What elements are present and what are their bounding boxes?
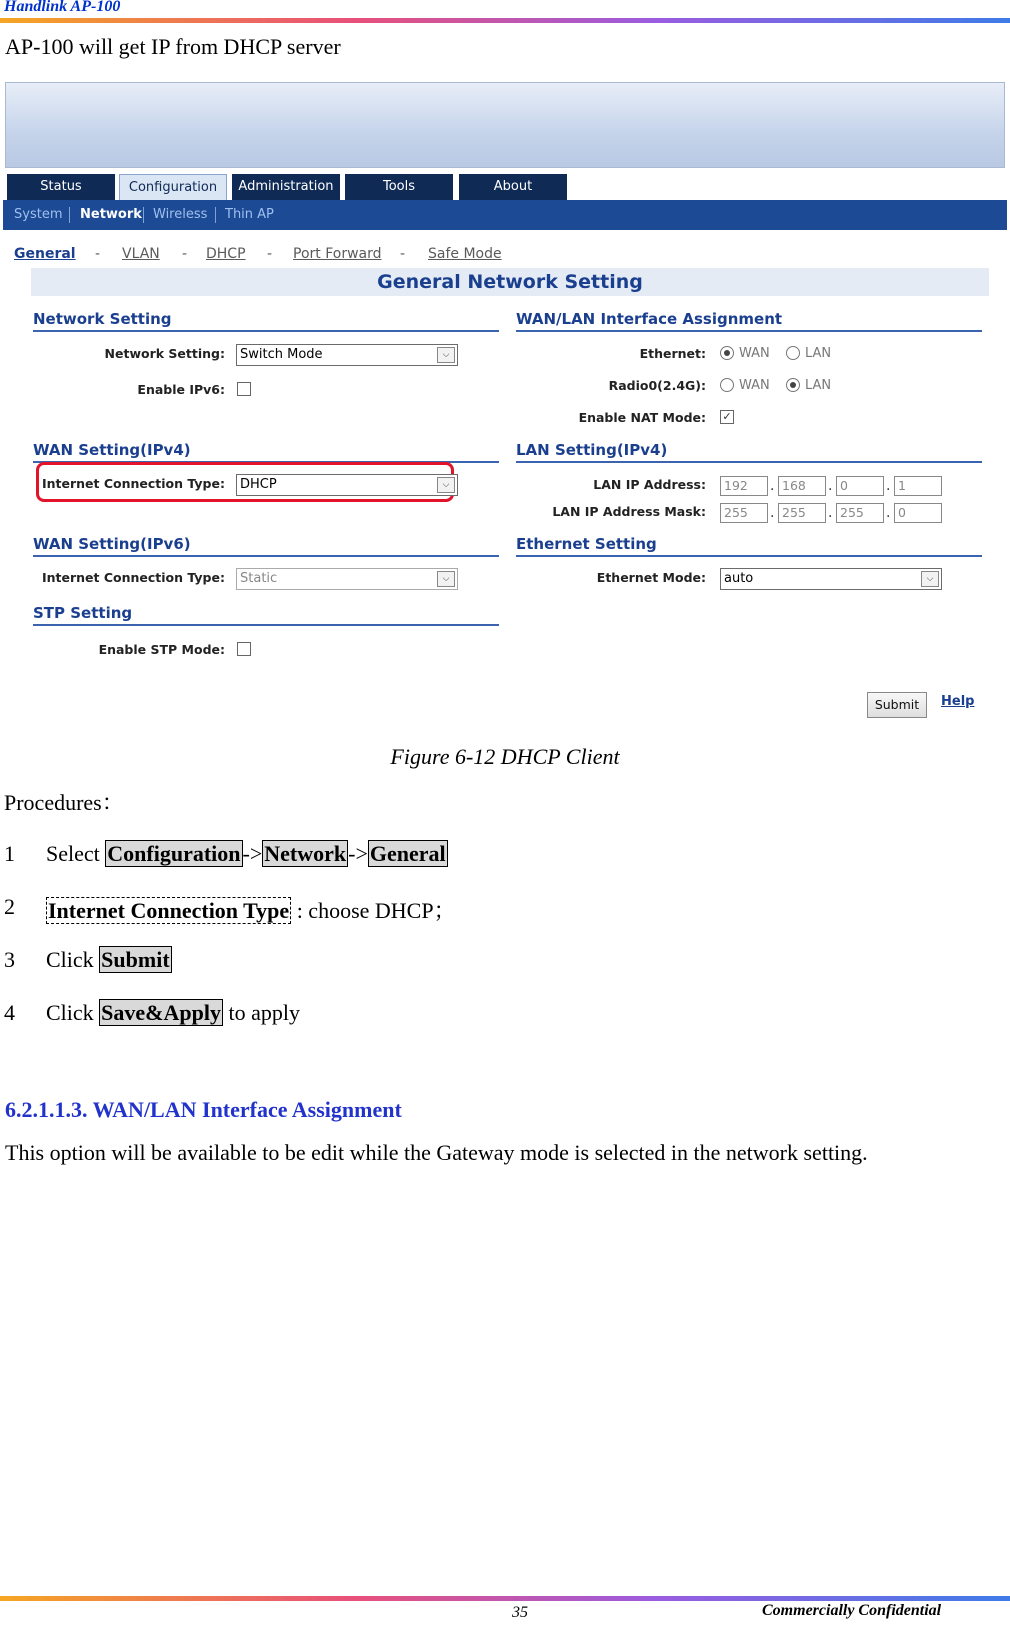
subtab-wireless[interactable]: Wireless [153,207,208,222]
footer-confidential: Commercially Confidential [762,1602,942,1619]
ui-screenshot [3,82,1007,722]
radio0-label: Radio0(2.4G): [608,378,706,393]
arrow-text: -> [242,841,263,866]
procedures-label: Procedures： [4,790,124,815]
document-header-title: Handlink AP-100 [4,0,121,15]
network-setting-select[interactable] [236,344,458,366]
ip-dot: . [770,505,775,521]
chevron-down-icon: ⌵ [437,477,455,493]
ip-dot: . [828,478,833,494]
intro-text: AP-100 will get IP from DHCP server [5,34,341,59]
step-prefix: Click [46,1000,100,1025]
ref-configuration: Configuration [107,841,241,866]
section-divider [33,330,499,332]
wan-ipv6-type-value: Static [240,571,278,586]
lan-mask-octet-2[interactable]: 255 [778,503,826,523]
wan-ipv6-heading: WAN Setting(IPv6) [33,535,191,553]
step-number: 2 [4,894,15,919]
step-text [46,1000,300,1026]
step-prefix: Select [46,841,106,866]
enable-ipv6-checkbox[interactable] [237,382,251,396]
enable-nat-checkbox[interactable]: ✓ [720,410,734,424]
footer-divider [0,1596,1010,1601]
ethernet-mode-label: Ethernet Mode: [596,570,706,585]
step-text [46,894,456,925]
ethernet-lan-radio[interactable] [786,346,800,360]
section-separator: - [182,246,188,262]
arrow-text: -> [348,841,368,866]
enable-ipv6-label: Enable IPv6: [137,382,225,397]
subtab-separator [215,207,216,223]
ethernet-mode-value: auto [724,571,754,586]
lan-ipv4-heading: LAN Setting(IPv4) [516,441,668,459]
ethernet-mode-select[interactable] [720,568,942,590]
wan-ipv4-type-value: DHCP [240,477,277,492]
section-link-vlan[interactable]: VLAN [122,246,160,262]
ip-dot: . [886,505,891,521]
lan-ip-octet-2[interactable]: 168 [778,476,826,496]
section-divider [33,624,499,626]
stp-heading: STP Setting [33,604,133,622]
figure-caption: Figure 6-12 DHCP Client [390,744,620,769]
tab-administration[interactable]: Administration [232,174,340,200]
subtab-thin-ap[interactable]: Thin AP [225,207,274,222]
ref-network: Network [264,841,347,866]
lan-ip-octet-3[interactable]: 0 [836,476,884,496]
ref-general: General [369,841,446,866]
step-number: 3 [4,947,15,972]
lan-mask-label: LAN IP Address Mask: [552,504,706,519]
wan-ipv4-type-select[interactable] [236,474,458,496]
section-link-dhcp[interactable]: DHCP [206,246,246,262]
enable-stp-label: Enable STP Mode: [98,642,225,657]
network-setting-value: Switch Mode [240,347,323,362]
wan-ipv6-type-label: Internet Connection Type: [41,570,225,585]
ip-dot: . [828,505,833,521]
header-divider [0,18,1010,23]
banner [5,82,1005,168]
step-text [46,841,448,867]
subtab-separator [143,207,144,223]
lan-ip-label: LAN IP Address: [593,477,706,492]
radio0-wan-radio[interactable] [720,378,734,392]
body-text: This option will be available to be edit while the Gateway mode is selected in the network setting. [5,1140,868,1165]
enable-stp-checkbox[interactable] [237,642,251,656]
section-separator: - [400,246,406,262]
enable-nat-label: Enable NAT Mode: [578,410,706,425]
chevron-down-icon: ⌵ [437,347,455,363]
section-link-general[interactable]: General [14,246,76,262]
lan-mask-octet-1[interactable]: 255 [720,503,768,523]
lan-mask-octet-3[interactable]: 255 [836,503,884,523]
ref-save-apply: Save&Apply [101,1000,221,1025]
tab-tools[interactable]: Tools [345,174,453,200]
ethernet-label: Ethernet: [639,346,706,361]
main-tabs [3,174,1007,200]
lan-ip-octet-4[interactable]: 1 [894,476,942,496]
radio0-lan-label: LAN [805,378,832,393]
chevron-down-icon: ⌵ [437,571,455,587]
network-setting-heading: Network Setting [33,310,172,328]
radio0-lan-radio[interactable] [786,378,800,392]
lan-ip-octet-1[interactable]: 192 [720,476,768,496]
ref-submit: Submit [101,947,170,972]
chevron-down-icon: ⌵ [921,571,939,587]
wan-ipv4-heading: WAN Setting(IPv4) [33,441,191,459]
tab-status[interactable]: Status [7,174,115,200]
page-number: 35 [512,1604,528,1621]
sub-tabs [3,200,1007,230]
tab-about[interactable]: About [459,174,567,200]
ethernet-setting-heading: Ethernet Setting [516,535,657,553]
ethernet-wan-label: WAN [739,346,770,361]
step-prefix: Click [46,947,100,972]
subtab-separator [69,207,70,223]
subtab-network[interactable]: Network [80,207,142,222]
page-title: General Network Setting [31,268,989,296]
step-number: 1 [4,841,15,866]
step-suffix: to apply [222,1000,300,1025]
wanlan-heading: WAN/LAN Interface Assignment [516,310,783,328]
ethernet-wan-radio[interactable] [720,346,734,360]
step-text [46,947,172,973]
radio0-wan-label: WAN [739,378,770,393]
wan-ipv6-type-select[interactable] [236,568,458,590]
section-link-port-forward[interactable]: Port Forward [293,246,382,262]
section-separator: - [95,246,101,262]
section-divider [516,555,982,557]
section-divider [516,330,982,332]
section-separator: - [267,246,273,262]
tab-configuration[interactable]: Configuration [119,174,227,200]
ip-dot: . [770,478,775,494]
wan-ipv4-type-label: Internet Connection Type: [41,476,225,491]
ethernet-lan-label: LAN [805,346,832,361]
network-setting-label: Network Setting: [104,346,225,361]
subtab-system[interactable]: System [14,207,63,222]
section-heading: 6.2.1.1.3. WAN/LAN Interface Assignment [5,1097,402,1122]
section-link-safe-mode[interactable]: Safe Mode [428,246,502,262]
section-divider [516,461,982,463]
section-divider [33,555,499,557]
step-suffix: : choose DHCP； [291,898,456,923]
lan-mask-octet-4[interactable]: 0 [894,503,942,523]
ref-internet-connection-type: Internet Connection Type [48,898,290,923]
ip-dot: . [886,478,891,494]
help-link[interactable]: Help [941,694,975,709]
submit-button[interactable]: Submit [867,692,927,718]
step-number: 4 [4,1000,15,1025]
